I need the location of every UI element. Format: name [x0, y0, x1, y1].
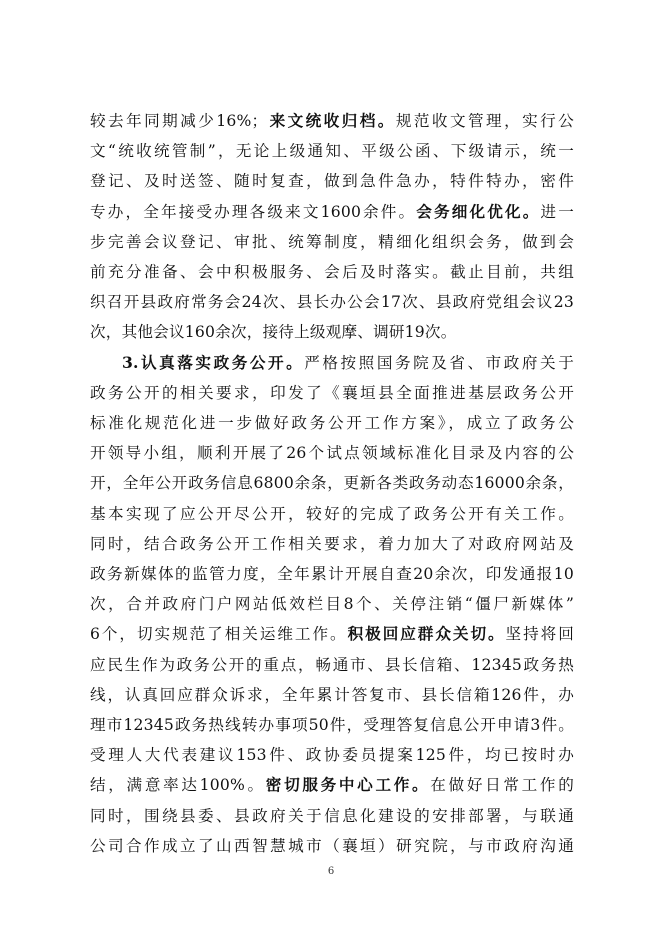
text-line: [90, 164, 574, 198]
text-line: [90, 587, 574, 621]
text-segment: 6个，切实规范了相关运维工作。: [90, 625, 348, 644]
text-segment: 登记、及时送签、随时复查，做到急件急办，特件特办，密件: [90, 172, 574, 191]
text-line: [90, 768, 574, 802]
text-line: [90, 557, 574, 591]
text-line: [90, 376, 574, 410]
bold-heading-text: 密切服务中心工作。: [265, 775, 431, 795]
text-line: [90, 829, 574, 863]
bold-heading-text: 来文统收归档。: [267, 111, 396, 130]
text-line: [90, 678, 574, 712]
text-segment: 政务新媒体的监管力度，全年累计开展自查20余次，印发通报10: [90, 565, 574, 583]
text-segment: 规范收文管理，实行公: [395, 112, 574, 130]
text-line: [90, 315, 574, 349]
text-line: [90, 255, 574, 289]
bold-heading-text: 积极回应群众关切。: [347, 624, 506, 644]
text-segment: 理市12345政务热线转办事项50件，受理答复信息公开申请3件。: [90, 716, 574, 734]
text-segment: 结，满意率达100%。: [90, 776, 266, 795]
text-segment: 开领导小组，顺利开展了26个试点领域标准化目录及内容的公: [90, 444, 574, 463]
text-line: [90, 527, 574, 561]
text-line: [90, 225, 574, 259]
text-segment: 次，其他会议160余次，接待上级观摩、调研19次。: [90, 323, 457, 342]
text-segment: 在做好日常工作的: [430, 776, 574, 795]
text-line: [90, 617, 574, 651]
text-segment: 严格按照国务院及省、市政府关于: [304, 353, 574, 372]
text-line: [90, 738, 574, 772]
page-number: 6: [327, 866, 335, 877]
text-segment: 步完善会议登记、审批、统筹制度，精细化组织会务，做到会: [90, 232, 574, 251]
text-segment: 线，认真回应群众诉求，全年累计答复市、县长信箱126件，办: [90, 685, 574, 704]
text-line: [90, 708, 574, 742]
text-segment: 次，合并政府门户网站低效栏目8个、关停注销“僵尸新媒体”: [90, 595, 574, 614]
text-segment: 受理人大代表建议153件、政协委员提案125件，均已按时办: [90, 746, 574, 765]
text-segment: 开，全年公开政务信息6800余条，更新各类政务动态16000余条，: [90, 474, 574, 493]
bold-heading-text: 3.认真落实政务公开。: [122, 352, 305, 372]
text-segment: 专办，全年接受办理各级来文1600余件。: [90, 202, 417, 221]
text-line: [90, 799, 574, 833]
text-segment: 前充分准备、会中积极服务、会后及时落实。截止目前，共组: [90, 263, 574, 281]
text-segment: 文“统收统管制”，无论上级通知、平级公函、下级请示，统一: [90, 142, 574, 161]
text-segment: 较去年同期减少16%；: [90, 112, 268, 130]
text-segment: 同时，结合政务公开工作相关要求，着力加大了对政府网站及: [90, 534, 574, 553]
text-segment: 进一: [540, 202, 575, 221]
text-line: [90, 104, 574, 138]
text-segment: 基本实现了应公开尽公开，较好的完成了政务公开有关工作。: [90, 504, 574, 523]
text-line: [90, 648, 574, 682]
text-segment: 坚持将回: [505, 625, 574, 644]
text-line: [90, 406, 574, 440]
text-line: [90, 134, 574, 168]
text-line: [90, 497, 574, 531]
text-segment: 公司合作成立了山西智慧城市（襄垣）研究院，与市政府沟通: [90, 836, 574, 855]
text-segment: 同时，围绕县委、县政府关于信息化建设的安排部署，与联通: [90, 806, 574, 825]
text-segment: 织召开县政府常务会24次、县长办公会17次、县政府党组会议23: [90, 293, 574, 312]
bold-heading-text: 会务细化优化。: [416, 201, 541, 221]
text-segment: 政务公开的相关要求，印发了《襄垣县全面推进基层政务公开: [90, 383, 574, 402]
text-line: [90, 195, 574, 229]
text-line: [90, 285, 574, 319]
text-line: [90, 436, 574, 470]
text-line: [90, 466, 574, 500]
text-segment: 标准化规范化进一步做好政务公开工作方案》，成立了政务公: [90, 414, 574, 432]
text-segment: 应民生作为政务公开的重点，畅通市、县长信箱、12345政务热: [90, 655, 574, 674]
text-line: [122, 346, 574, 380]
